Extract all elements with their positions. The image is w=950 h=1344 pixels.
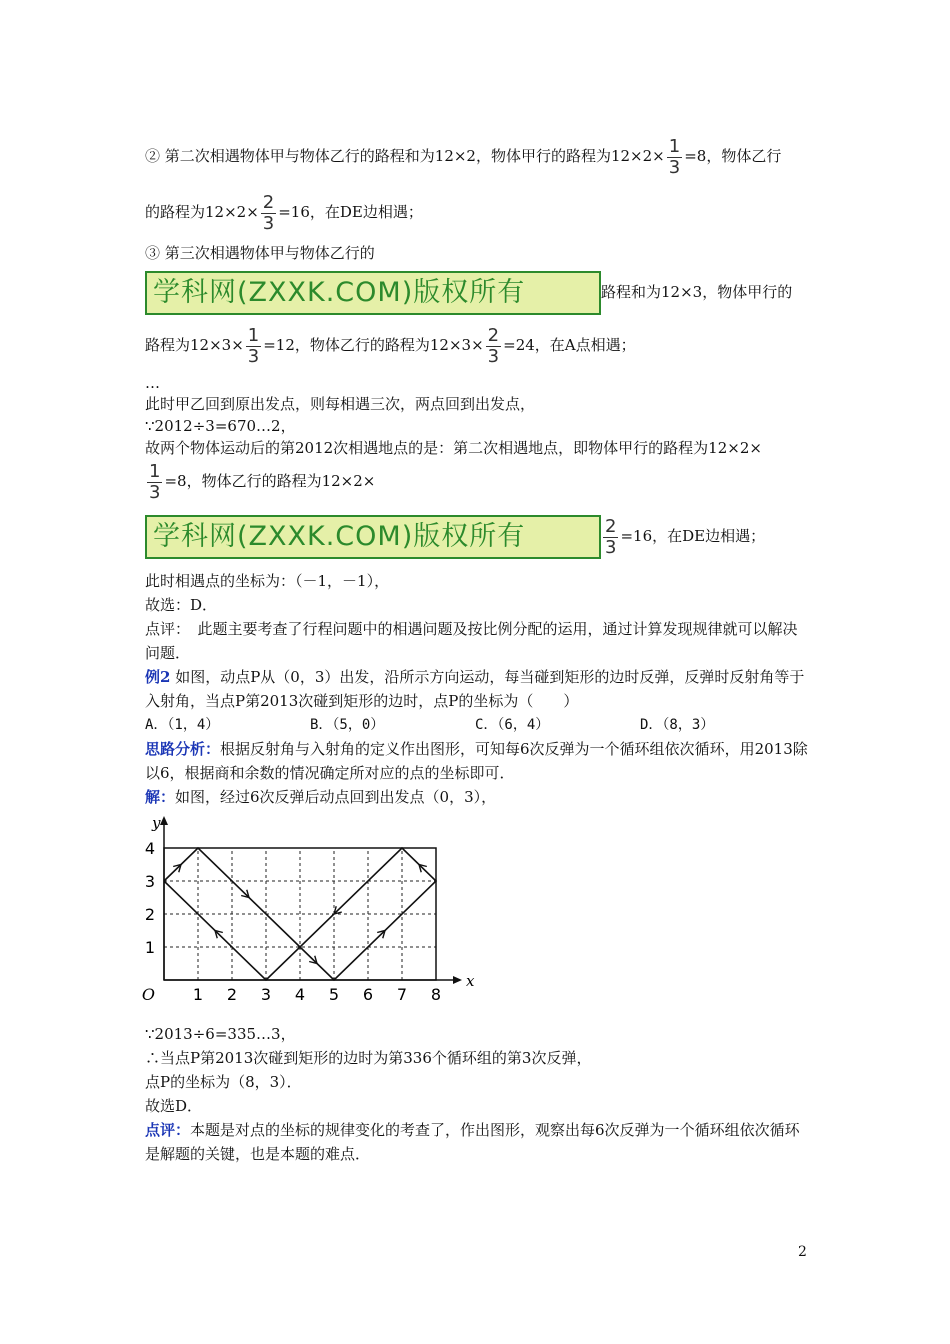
- text-line: ∴当点P第2013次碰到矩形的边时为第336个循环组的第3次反弹，: [145, 1049, 592, 1067]
- solution-text: 如图，经过6次反弹后动点回到出发点（0，3），: [175, 788, 497, 806]
- text-line: [145, 128, 810, 184]
- comment-label: 点评：: [145, 1121, 191, 1139]
- option-c: C．（6，4）: [475, 717, 550, 733]
- y-tick-label: 2: [144, 905, 155, 924]
- text: =8，物体乙行的路程为12×2×: [164, 472, 376, 490]
- comment-text: 本题是对点的坐标的规律变化的考查了，作出图形，观察出每6次反弹为一个循环组依次循环是解题的关键，也是本题的难点．: [145, 1121, 800, 1163]
- text-line: [145, 459, 810, 503]
- x-tick-label: 3: [260, 985, 272, 1004]
- text-line: [145, 503, 810, 569]
- solution-label: 解：: [145, 788, 176, 806]
- y-tick-label: 4: [144, 839, 155, 858]
- example-label: 例2: [145, 668, 171, 686]
- y-tick-label: 1: [144, 938, 155, 957]
- text-line: …: [145, 374, 160, 392]
- example-2-paragraph: [145, 665, 810, 713]
- text-line: 故两个物体运动后的第2012次相遇地点的是：第二次相遇地点，即物体甲行的路程为12×2×: [145, 439, 762, 457]
- y-tick-label: 3: [144, 872, 155, 891]
- comment-paragraph: 点评： 此题主要考查了行程问题中的相遇问题及按比例分配的运用，通过计算发现规律就可以解决问题．: [145, 620, 798, 662]
- origin-label: O: [141, 985, 155, 1004]
- text-line: ∵2013÷6=335…3，: [145, 1025, 296, 1043]
- fraction: $\frac{2}{3}$: [605, 515, 617, 558]
- text-line: 此时甲乙回到原出发点，则每相遇三次，两点回到出发点，: [145, 395, 536, 413]
- text-line: 此时相遇点的坐标为：（－1，－1），: [145, 572, 390, 590]
- option-b: B．（5，0）: [310, 717, 385, 733]
- text-line: 故选D．: [145, 1097, 203, 1115]
- text-line: 故选：D．: [145, 596, 218, 614]
- solution-body: [145, 1022, 810, 1166]
- x-tick-label: 8: [430, 985, 442, 1004]
- document-body: [145, 128, 810, 809]
- y-axis-label: y: [152, 814, 161, 832]
- comment-paragraph: [145, 1118, 810, 1166]
- text-line: ∵2012÷3=670…2，: [145, 417, 296, 435]
- watermark-banner: 学科网(ZXXK.COM)版权所有: [145, 271, 601, 315]
- x-tick-label: 1: [192, 985, 204, 1004]
- text: =12，物体乙行的路程为12×3×: [263, 336, 484, 354]
- option-a: A．（1，4）: [145, 717, 220, 733]
- text-line: [145, 184, 810, 240]
- text: =8，物体乙行: [684, 147, 782, 165]
- x-tick-label: 2: [226, 985, 238, 1004]
- watermark-banner: 学科网(ZXXK.COM)版权所有: [145, 515, 601, 559]
- text: 路程和为12×3，物体甲行的: [601, 283, 793, 301]
- example-text: 如图，动点P从（0，3）出发，沿所示方向运动，每当碰到矩形的边时反弹，反弹时反射角等于入射角，当点P第2013次碰到矩形的边时，点P的坐标为（ ）: [145, 668, 805, 710]
- analysis-label: 思路分析：: [145, 740, 221, 758]
- text: =16，在DE边相遇；: [278, 203, 423, 221]
- text: =24，在A点相遇；: [503, 336, 636, 354]
- text-line: 点P的坐标为（8，3）．: [145, 1073, 302, 1091]
- solution-line: [145, 785, 810, 809]
- fraction: $\frac{1}{3}$: [149, 460, 161, 503]
- analysis-text: 根据反射角与入射角的定义作出图形，可知每6次反弹为一个循环组依次循环，用2013除以6，根据商和余数的情况确定所对应的点的坐标即可．: [145, 740, 808, 782]
- fraction: $\frac{1}{3}$: [247, 324, 260, 367]
- text: 的路程为12×2×: [145, 203, 259, 221]
- x-tick-label: 7: [396, 985, 408, 1004]
- text-line: [145, 267, 810, 317]
- text-line: ③ 第三次相遇物体甲与物体乙行的: [145, 244, 375, 262]
- reflection-diagram: [141, 814, 475, 1004]
- x-axis-label: x: [466, 972, 475, 990]
- analysis-paragraph: [145, 737, 810, 785]
- text-line: [145, 317, 810, 373]
- text: ② 第二次相遇物体甲与物体乙行的路程和为12×2，物体甲行的路程为12×2×: [145, 147, 665, 165]
- page-number: 2: [798, 1244, 807, 1260]
- grid: [164, 848, 436, 980]
- fraction: $\frac{2}{3}$: [262, 191, 275, 234]
- text: =16，在DE边相遇；: [620, 527, 766, 545]
- fraction: $\frac{2}{3}$: [487, 324, 500, 367]
- option-d: D．（8，3）: [640, 717, 715, 733]
- text: 路程为12×3×: [145, 336, 244, 354]
- options-row: [145, 713, 810, 737]
- x-tick-label: 4: [294, 985, 306, 1004]
- x-tick-label: 5: [328, 985, 340, 1004]
- y-axis-arrow: [160, 816, 168, 825]
- x-tick-label: 6: [362, 985, 374, 1004]
- fraction: $\frac{1}{3}$: [668, 135, 681, 178]
- x-axis-arrow: [453, 976, 462, 984]
